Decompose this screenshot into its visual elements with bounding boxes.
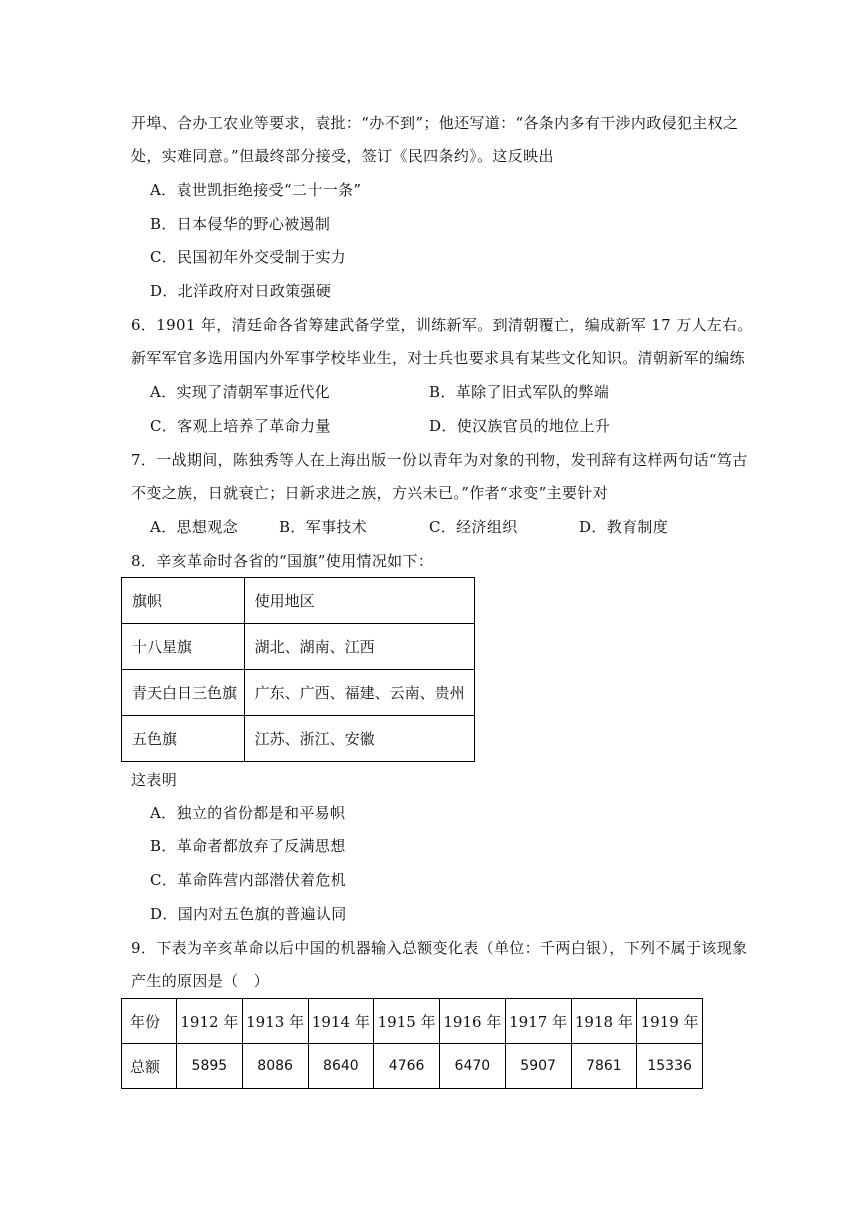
row-label-year: 年份	[122, 999, 177, 1044]
q8-option-a[interactable]: A．独立的省份都是和平易帜	[150, 804, 346, 822]
q6-option-d[interactable]: D．使汉族官员的地位上升	[429, 417, 611, 435]
table-cell: 青天白日三色旗	[122, 670, 245, 716]
q6-option-c[interactable]: C．客观上培养了革命力量	[150, 417, 331, 435]
total-cell: 5895	[177, 1044, 243, 1089]
q5-stem-line-2: 处，实难同意。”但最终部分接受，签订《民四条约》。这反映出	[131, 147, 554, 165]
year-cell: 1914 年	[308, 999, 374, 1044]
q9-stem-line-2: 产生的原因是（ ）	[131, 972, 270, 990]
table-cell: 广东、广西、福建、云南、贵州	[244, 670, 474, 716]
flag-usage-table	[121, 577, 475, 762]
q8-option-b[interactable]: B．革命者都放弃了反满思想	[150, 837, 346, 855]
row-label-total: 总额	[122, 1044, 177, 1089]
q8-after-text: 这表明	[131, 771, 178, 789]
table-cell: 江苏、浙江、安徽	[244, 716, 474, 762]
q8-option-c[interactable]: C．革命阵营内部潜伏着危机	[150, 871, 347, 889]
machine-import-table	[121, 998, 703, 1089]
total-cell: 5907	[505, 1044, 571, 1089]
total-cell: 8086	[242, 1044, 308, 1089]
year-cell: 1912 年	[177, 999, 243, 1044]
q5-option-b[interactable]: B．日本侵华的野心被遏制	[150, 215, 331, 233]
table-header-cell: 旗帜	[122, 578, 245, 624]
table-cell: 五色旗	[122, 716, 245, 762]
q7-stem-line-1: 7．一战期间，陈独秀等人在上海出版一份以青年为对象的刊物，发刊辞有这样两句话“笃古	[131, 451, 748, 469]
q5-option-c[interactable]: C．民国初年外交受制于实力	[150, 248, 347, 266]
q9-stem-line-1: 9．下表为辛亥革命以后中国的机器输入总额变化表（单位：千两白银），下列不属于该现象	[131, 939, 748, 957]
q6-option-b[interactable]: B．革除了旧式军队的弊端	[429, 383, 610, 401]
q8-option-d[interactable]: D．国内对五色旗的普遍认同	[150, 905, 347, 923]
table-header-cell: 使用地区	[244, 578, 474, 624]
table-row-years	[122, 999, 703, 1044]
q5-option-a[interactable]: A．袁世凯拒绝接受“二十一条”	[150, 181, 362, 199]
q8-stem: 8．辛亥革命时各省的“国旗”使用情况如下：	[131, 552, 434, 570]
year-cell: 1916 年	[440, 999, 506, 1044]
table-row-totals	[122, 1044, 703, 1089]
total-cell: 7861	[571, 1044, 637, 1089]
table-row	[122, 716, 475, 762]
q7-option-a[interactable]: A．思想观念	[150, 518, 238, 536]
total-cell: 8640	[308, 1044, 374, 1089]
table-cell: 十八星旗	[122, 624, 245, 670]
table-row	[122, 624, 475, 670]
q7-option-c[interactable]: C．经济组织	[429, 518, 518, 536]
year-cell: 1919 年	[637, 999, 703, 1044]
total-cell: 4766	[374, 1044, 440, 1089]
table-row	[122, 670, 475, 716]
total-cell: 6470	[440, 1044, 506, 1089]
year-cell: 1913 年	[242, 999, 308, 1044]
table-header-row	[122, 578, 475, 624]
q6-stem-line-1: 6．1901 年，清廷命各省筹建武备学堂，训练新军。到清朝覆亡，编成新军 17 万人左右。	[131, 316, 753, 334]
q7-stem-line-2: 不变之族，日就衰亡；日新求进之族，方兴未已。”作者“求变”主要针对	[131, 484, 609, 502]
q6-option-a[interactable]: A．实现了清朝军事近代化	[150, 383, 331, 401]
q6-stem-line-2: 新军军官多选用国内外军事学校毕业生，对士兵也要求具有某些文化知识。清朝新军的编练	[131, 349, 746, 367]
q7-option-b[interactable]: B．军事技术	[279, 518, 368, 536]
total-cell: 15336	[637, 1044, 703, 1089]
year-cell: 1915 年	[374, 999, 440, 1044]
q5-option-d[interactable]: D．北洋政府对日政策强硬	[150, 282, 332, 300]
year-cell: 1918 年	[571, 999, 637, 1044]
table-cell: 湖北、湖南、江西	[244, 624, 474, 670]
q7-option-d[interactable]: D．教育制度	[579, 518, 669, 536]
q5-stem-line-1: 开埠、合办工农业等要求，袁批：“办不到”；他还写道：“各条内多有干涉内政侵犯主权之	[131, 114, 739, 132]
year-cell: 1917 年	[505, 999, 571, 1044]
